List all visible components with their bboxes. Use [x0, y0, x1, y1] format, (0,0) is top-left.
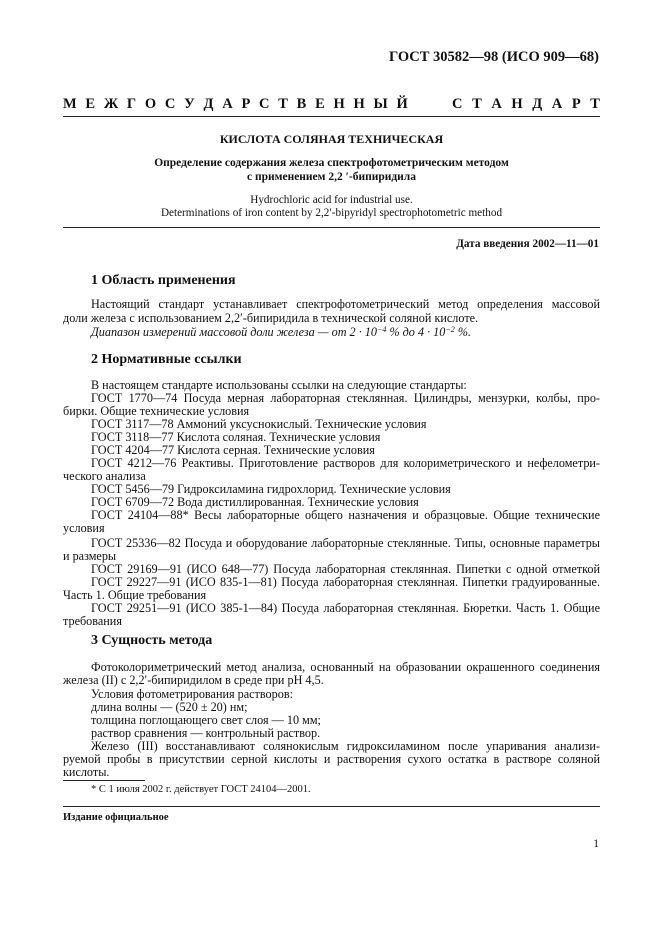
paragraph-line: руемой пробы в присутствии серной кислоты и растворения сухого остатка в растворе соляной [63, 752, 600, 766]
footnote: * С 1 июля 2002 г. действует ГОСТ 24104—2001. [91, 784, 311, 795]
banner-letter: В [296, 96, 307, 112]
measurement-range [63, 325, 600, 339]
reference-line: ГОСТ 4204—77 Кислота серная. Технические условия [91, 443, 375, 457]
reference-line: условия [63, 521, 105, 535]
banner-letter: Р [571, 96, 581, 112]
reference-line: ГОСТ 1770—74 Посуда мерная лабораторная стеклянная. Цилиндры, мензурки, колбы, про- [91, 391, 600, 405]
banner-letter: Т [278, 96, 288, 112]
reference-line: ГОСТ 24104—88* Весы лабораторные общего назначения и образцовые. Общие технические [91, 508, 600, 522]
reference-line: Часть 1. Общие требования [63, 588, 207, 602]
banner-letter: Д [203, 96, 214, 112]
paragraph-line: толщина поглощающего свет слоя — 10 мм; [91, 713, 321, 727]
banner-letter: Т [472, 96, 482, 112]
range-text: % до 4 · 10 [386, 325, 446, 339]
banner-word-standard [452, 96, 600, 113]
paragraph-line: железа (II) с 2,2′-бипиридилом в среде при pH 4,5. [63, 673, 324, 687]
page-number: 1 [593, 838, 599, 850]
section-heading-references: 2 Нормативные ссылки [91, 352, 242, 367]
paragraph-line: Железо (III) восстанавливают солянокислым гидроксиламином после упаривания анализи- [91, 739, 600, 753]
official-edition-label: Издание официальное [63, 812, 169, 823]
date-introduced: Дата введения 2002—11—01 [456, 238, 599, 250]
reference-line: и размеры [63, 549, 117, 563]
banner-letter: Д [532, 96, 543, 112]
subtitle-line: с применением 2,2 ′-бипиридила [247, 171, 416, 183]
reference-line: бирки. Общие технические условия [63, 404, 250, 418]
reference-line: требования [63, 614, 122, 628]
paragraph-line: доли железа с использованием 2,2′-бипиридила в технической соляной кислоте. [63, 311, 479, 325]
exponent: −4 [376, 325, 387, 334]
subtitle-line: Определение содержания железа спектрофотометрическим методом [154, 157, 509, 169]
reference-line: ГОСТ 6709—72 Вода дистиллированная. Технические условия [91, 495, 419, 509]
banner-letter: Н [511, 96, 523, 112]
range-text: Диапазон измерений массовой доли железа — от 2 · 10 [91, 325, 377, 339]
section-heading-method: 3 Сущность метода [91, 633, 213, 648]
banner-letter: А [551, 96, 563, 112]
reference-line: ГОСТ 5456—79 Гидроксиламина гидрохлорид. Технические условия [91, 482, 451, 496]
exponent: −2 [445, 325, 455, 334]
paragraph-line: Настоящий стандарт устанавливает спектрофотометрический метод определения массовой [91, 297, 600, 311]
banner-letter: С [452, 96, 463, 112]
banner-letter: Т [590, 96, 600, 112]
banner-letter: С [164, 96, 176, 112]
banner-letter: У [184, 96, 195, 112]
banner-letter: А [491, 96, 502, 112]
english-title-line: Hydrochloric acid for industrial use. [250, 194, 413, 206]
standard-banner [63, 96, 600, 113]
reference-line: ГОСТ 29169—91 (ИСО 648—77) Посуда лабораторная стеклянная. Пипетки с одной отметкой [91, 562, 600, 576]
header-rule [63, 116, 600, 117]
reference-line: ГОСТ 4212—76 Реактивы. Приготовление растворов для колориметрического и нефелометри- [91, 456, 600, 470]
english-title-line: Determinations of iron content by 2,2′-bipyridyl spectrophotometric method [160, 207, 503, 219]
reference-line: ГОСТ 3117—78 Аммоний уксуснокислый. Технические условия [91, 417, 427, 431]
banner-letter: Ы [373, 96, 388, 112]
banner-letter: Ж [103, 96, 119, 112]
document-number: ГОСТ 30582—98 (ИСО 909—68) [388, 49, 599, 65]
reference-line: ГОСТ 29251—91 (ИСО 385-1—84) Посуда лабораторная стеклянная. Бюретки. Часть 1. Общие [91, 601, 600, 615]
banner-letter: Е [85, 96, 96, 112]
paragraph-line: длина волны — (520 ± 20) нм; [91, 700, 248, 714]
paragraph-line: В настоящем стандарте использованы ссылки на следующие стандарты: [91, 378, 467, 392]
reference-line: ГОСТ 3118—77 Кислота соляная. Технические условия [91, 430, 381, 444]
range-text: %. [454, 325, 472, 339]
paragraph-line: раствор сравнения — контрольный раствор. [91, 726, 321, 740]
paragraph-line: кислоты. [63, 765, 110, 779]
banner-letter: С [259, 96, 270, 112]
banner-letter: О [144, 96, 157, 112]
banner-letter: Р [241, 96, 251, 112]
reference-line: ГОСТ 29227—91 (ИСО 835-1—81) Посуда лабораторная стеклянная. Пипетки градуированные. [91, 575, 600, 589]
banner-letter: А [222, 96, 233, 112]
banner-word-interstate [63, 96, 408, 113]
footer-rule [63, 806, 600, 807]
section-heading-scope: 1 Область применения [91, 273, 236, 288]
document-title: КИСЛОТА СОЛЯНАЯ ТЕХНИЧЕСКАЯ [219, 132, 444, 146]
banner-letter: Г [126, 96, 137, 112]
banner-letter: Е [315, 96, 325, 112]
banner-letter: Й [396, 96, 408, 112]
reference-line: ческого анализа [63, 469, 146, 483]
footnote-rule [63, 780, 145, 781]
banner-letter: М [63, 96, 77, 112]
banner-letter: Н [353, 96, 365, 112]
banner-letter: Н [333, 96, 345, 112]
reference-line: ГОСТ 25336—82 Посуда и оборудование лабораторные стеклянные. Типы, основные параметры [91, 536, 600, 550]
title-rule [63, 227, 600, 228]
paragraph-line: Условия фотометрирования растворов: [91, 687, 293, 701]
paragraph-line: Фотоколориметрический метод анализа, основанный на образовании окрашенного соединения [91, 660, 600, 674]
